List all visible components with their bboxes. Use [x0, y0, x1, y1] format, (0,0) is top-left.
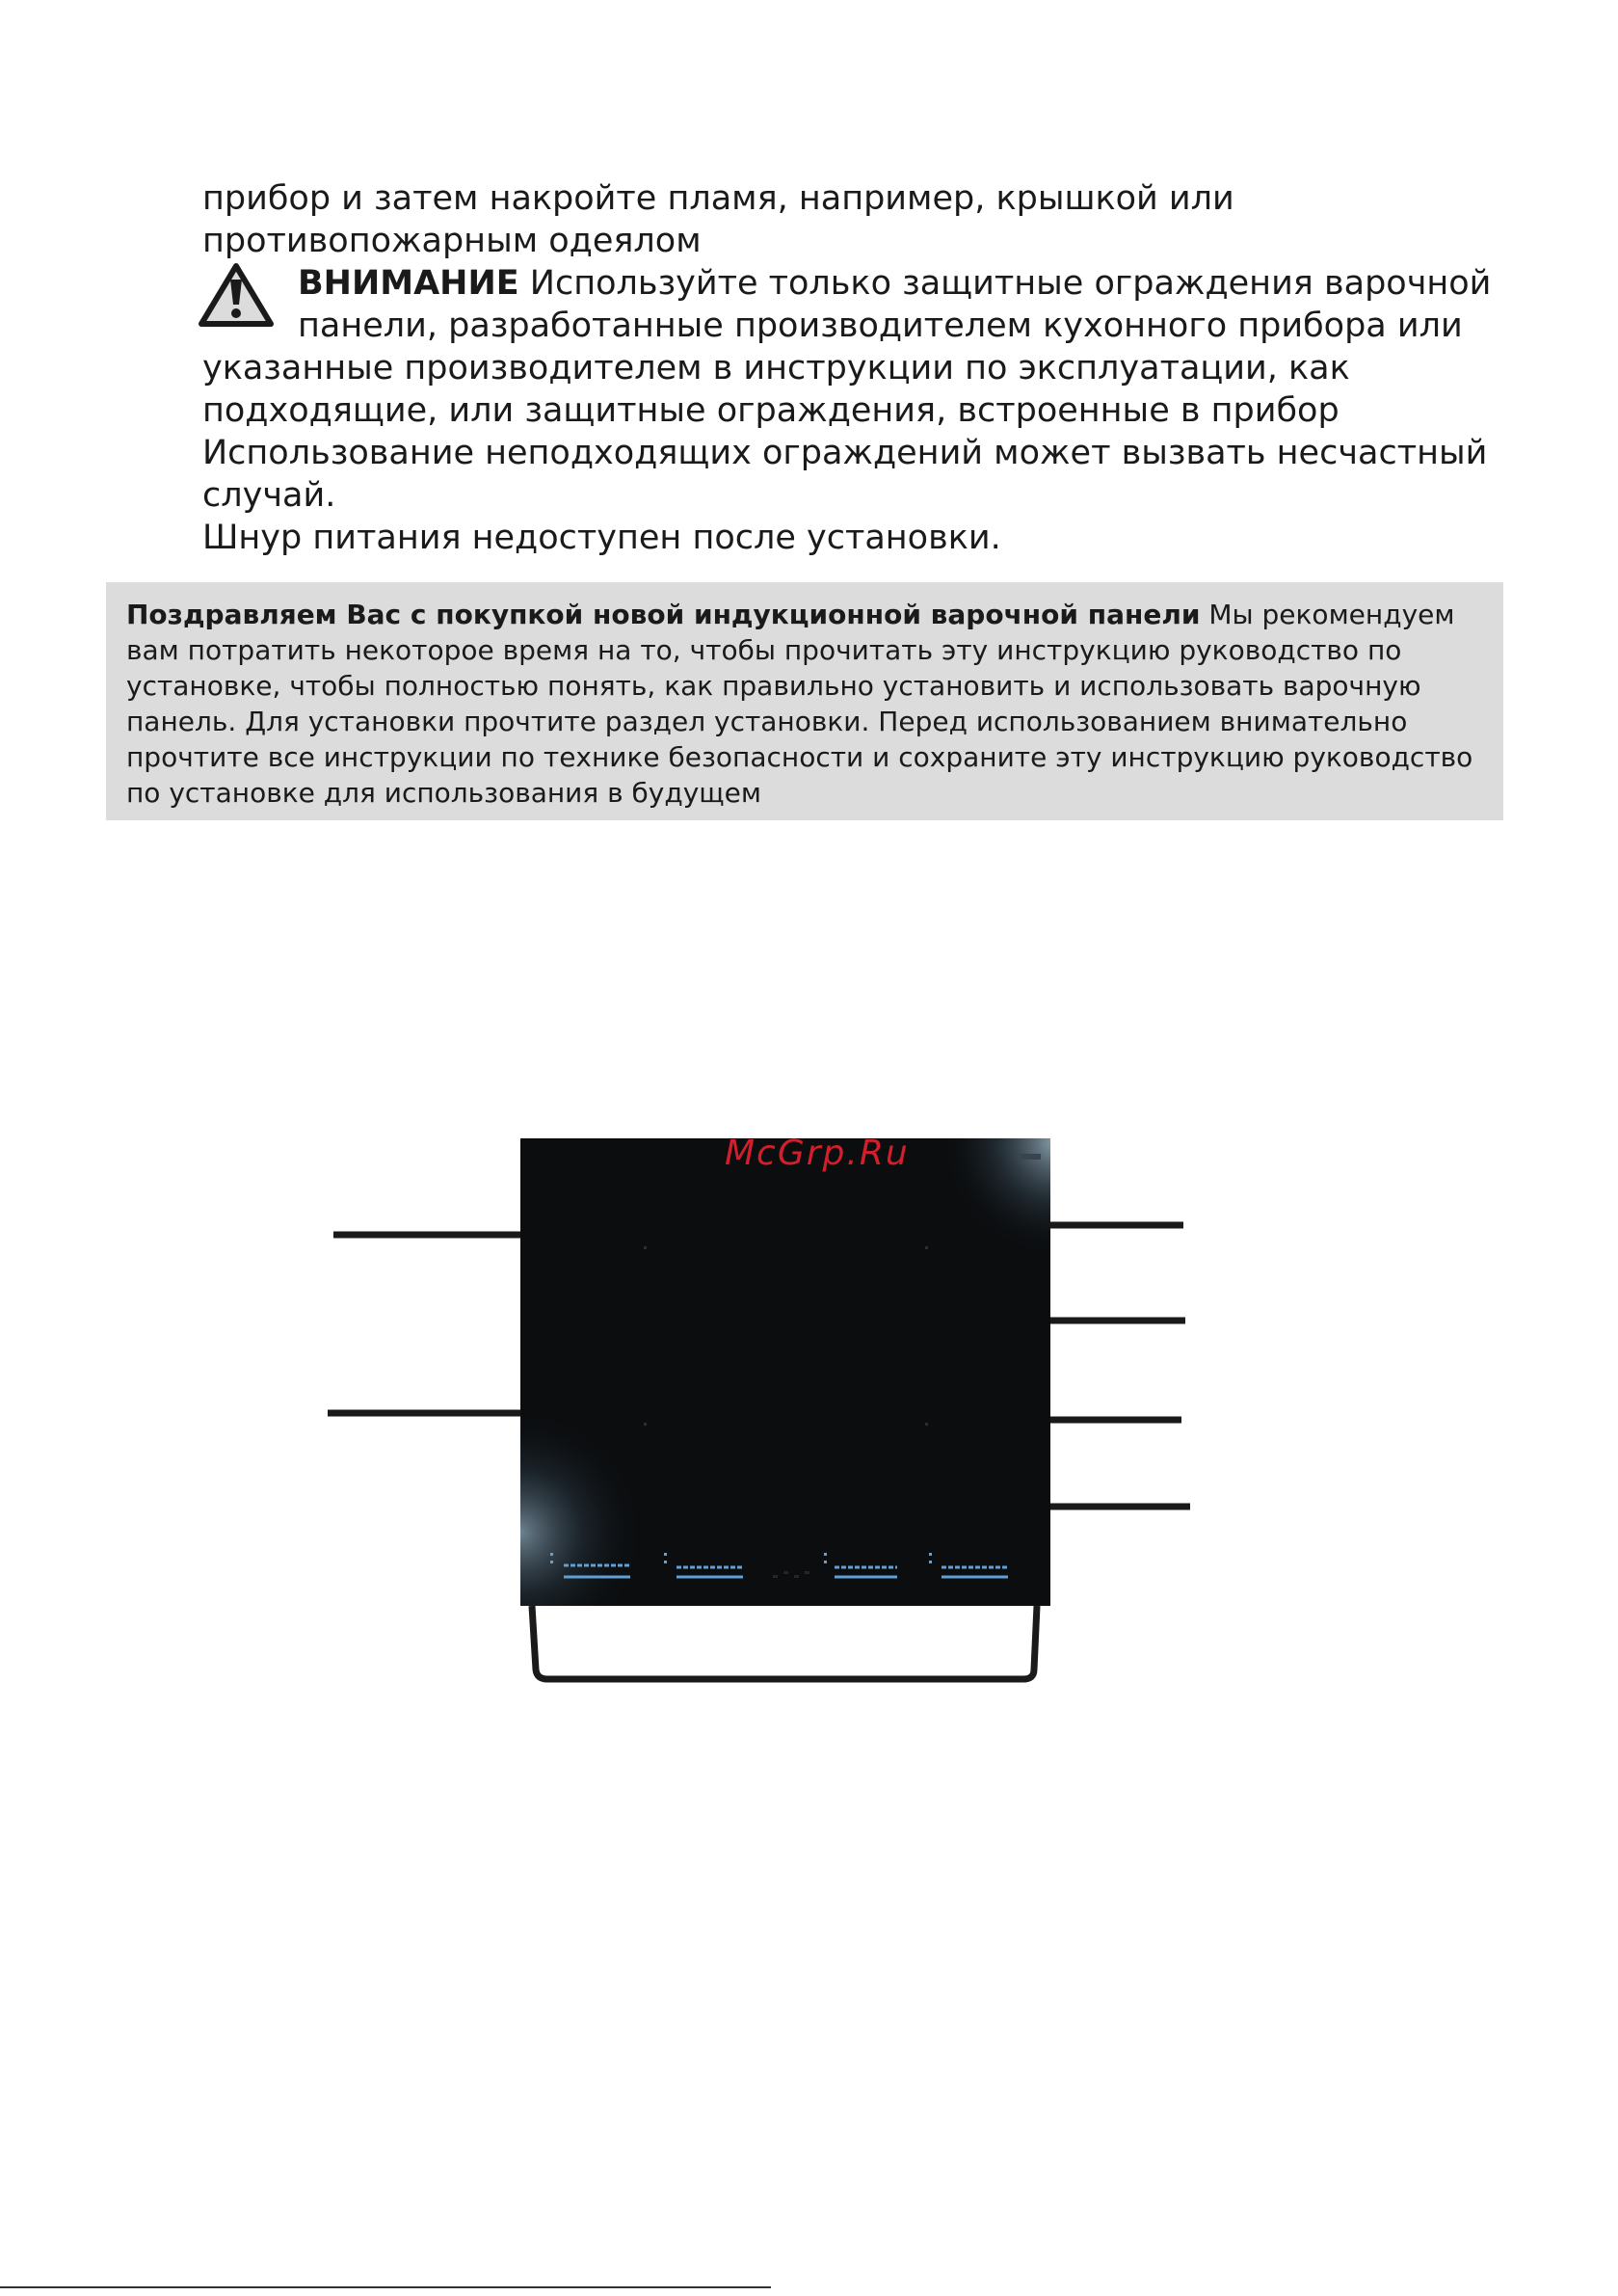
warning-text: Используйте только защитные ограждения варочной: [518, 264, 1492, 303]
intro-congrats: Поздравляем Вас с покупкой новой индукционной варочной панели: [126, 599, 1201, 630]
safety-text-line-6: подходящие, или защитные ограждения, встроенные в прибор: [202, 391, 1339, 430]
watermark: McGrp.Ru: [725, 1134, 910, 1173]
safety-text-line-8: случай.: [202, 476, 336, 515]
intro-line-1: [126, 597, 1455, 632]
safety-text-line-7: Использование неподходящих ограждений может вызвать несчастный: [202, 434, 1488, 472]
warning-line-1: [298, 262, 1491, 305]
safety-text-line-1: прибор и затем накройте пламя, например, крышкой или: [202, 179, 1234, 218]
brand-mark: [1020, 1154, 1041, 1160]
intro-line-4: панель. Для установки прочтите раздел установки. Перед использованием внимательно: [126, 706, 1408, 737]
induction-hob-diagram: [318, 1128, 1205, 1687]
intro-line-3: установке, чтобы полностью понять, как правильно установить и использовать варочную: [126, 670, 1421, 702]
safety-text-line-9: Шнур питания недоступен после установки.: [202, 519, 1001, 557]
intro-line-6: по установке для использования в будущем: [126, 777, 761, 809]
warning-title: ВНИМАНИЕ: [298, 264, 519, 303]
safety-text-line-5: указанные производителем в инструкции по эксплуатации, как: [202, 349, 1350, 387]
intro-line-2: вам потратить некоторое время на то, чтобы прочитать эту инструкцию руководство по: [126, 634, 1402, 666]
warning-triangle-icon: [198, 262, 275, 330]
hob-frame-bracket: [532, 1606, 1037, 1679]
intro-recommend: Мы рекомендуем: [1200, 599, 1455, 630]
warning-line-2: панели, разработанные производителем кухонного прибора или: [298, 307, 1463, 345]
footer-rule: [0, 2286, 771, 2288]
intro-box: [106, 582, 1503, 820]
intro-line-5: прочтите все инструкции по технике безопасности и сохраните эту инструкцию руководство: [126, 741, 1473, 773]
safety-text-line-2: противопожарным одеялом: [202, 222, 702, 260]
